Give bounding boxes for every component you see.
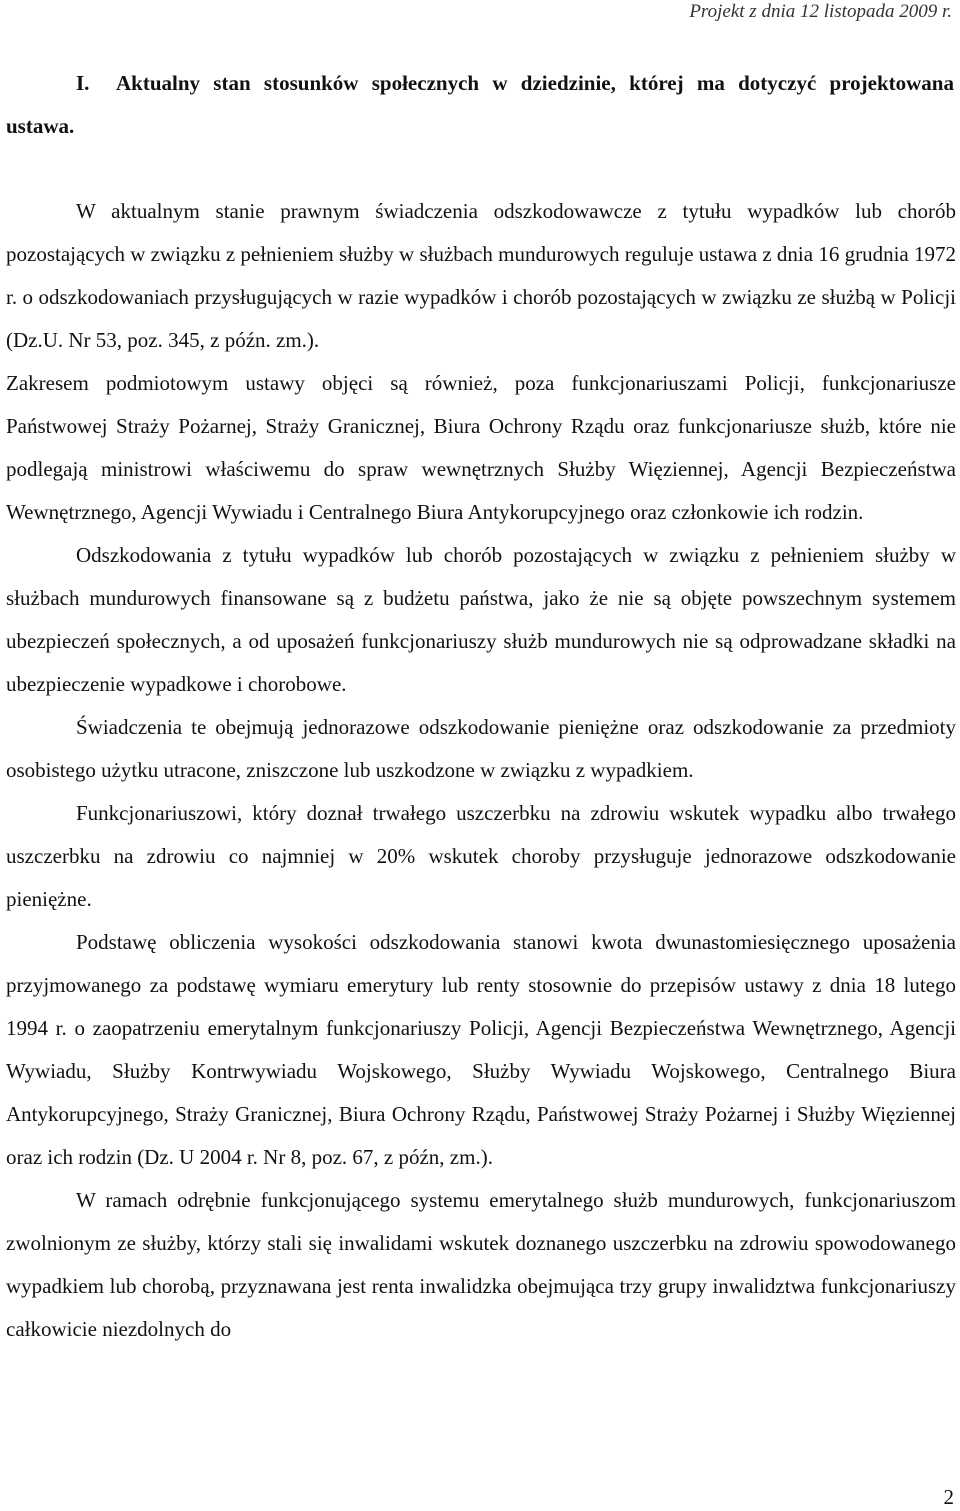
section-heading [6,62,954,148]
paragraph: Odszkodowania z tytułu wypadków lub chorób pozostających w związku z pełnieniem służby w służbach mundurowych finansowane są z budżetu państwa, jako że nie są objęte powszechnym systemem ubezpieczeń społecznych, a od uposażeń funkcjonariuszy służb mundurowych nie są odprowadzane składki na ubezpieczenie wypadkowe i chorobowe. [6,543,956,696]
paragraph: Funkcjonariuszowi, który doznał trwałego uszczerbku na zdrowiu wskutek wypadku albo trwałego uszczerbku na zdrowiu co najmniej w 20% wskutek choroby przysługuje jednorazowe odszkodowanie pieniężne. [6,801,956,911]
paragraph: Świadczenia te obejmują jednorazowe odszkodowanie pieniężne oraz odszkodowanie za przedmioty osobistego użytku utracone, zniszczone lub uszkodzone w związku z wypadkiem. [6,715,956,782]
paragraph: W ramach odrębnie funkcjonującego systemu emerytalnego służb mundurowych, funkcjonariuszom zwolnionym ze służby, którzy stali się inwalidami wskutek doznanego uszczerbku na zdrowiu spowodowanego wypadkiem lub chorobą, przyznawana jest renta inwalidzka obejmująca trzy grupy inwalidztwa funkcjonariuszy całkowicie niezdolnych do [6,1188,956,1341]
paragraph: W aktualnym stanie prawnym świadczenia odszkodowawcze z tytułu wypadków lub chorób pozostających w związku z pełnieniem służby w służbach mundurowych reguluje ustawa z dnia 16 grudnia 1972 r. o odszkodowaniach przysługujących w razie wypadków i chorób pozostających w związku ze służbą w Policji (Dz.U. Nr 53, poz. 345, z późn. zm.). [6,199,956,352]
section-number: I. [76,71,90,95]
paragraph: Podstawę obliczenia wysokości odszkodowania stanowi kwota dwunastomiesięcznego uposażenia przyjmowanego za podstawę wymiaru emerytury lub renty stosownie do przepisów ustawy z dnia 18 lutego 1994 r. o zaopatrzeniu emerytalnym funkcjonariuszy Policji, Agencji Bezpieczeństwa Wewnętrznego, Agencji Wywiadu, Służby Kontrwywiadu Wojskowego, Służby Wywiadu Wojskowego, Centralnego Biura Antykorupcyjnego, Straży Granicznej, Biura Ochrony Rządu, Państwowej Straży Pożarnej i Służby Więziennej oraz ich rodzin (Dz. U 2004 r. Nr 8, poz. 67, z późn, zm.). [6,930,956,1169]
document-header-note: Projekt z dnia 12 listopada 2009 r. [689,1,952,22]
paragraph: Zakresem podmiotowym ustawy objęci są również, poza funkcjonariuszami Policji, funkcjonariusze Państwowej Straży Pożarnej, Straży Granicznej, Biura Ochrony Rządu oraz funkcjonariusze służb, które nie podlegają ministrowi właściwemu do spraw wewnętrznych Służby Więziennej, Agencji Bezpieczeństwa Wewnętrznego, Agencji Wywiadu i Centralnego Biura Antykorupcyjnego oraz członkowie ich rodzin. [6,371,956,524]
page-number: 2 [943,1485,954,1509]
section-title: Aktualny stan stosunków społecznych w dziedzinie, której ma dotyczyć projektowana ustawa. [6,71,954,138]
document-body [6,190,956,1351]
